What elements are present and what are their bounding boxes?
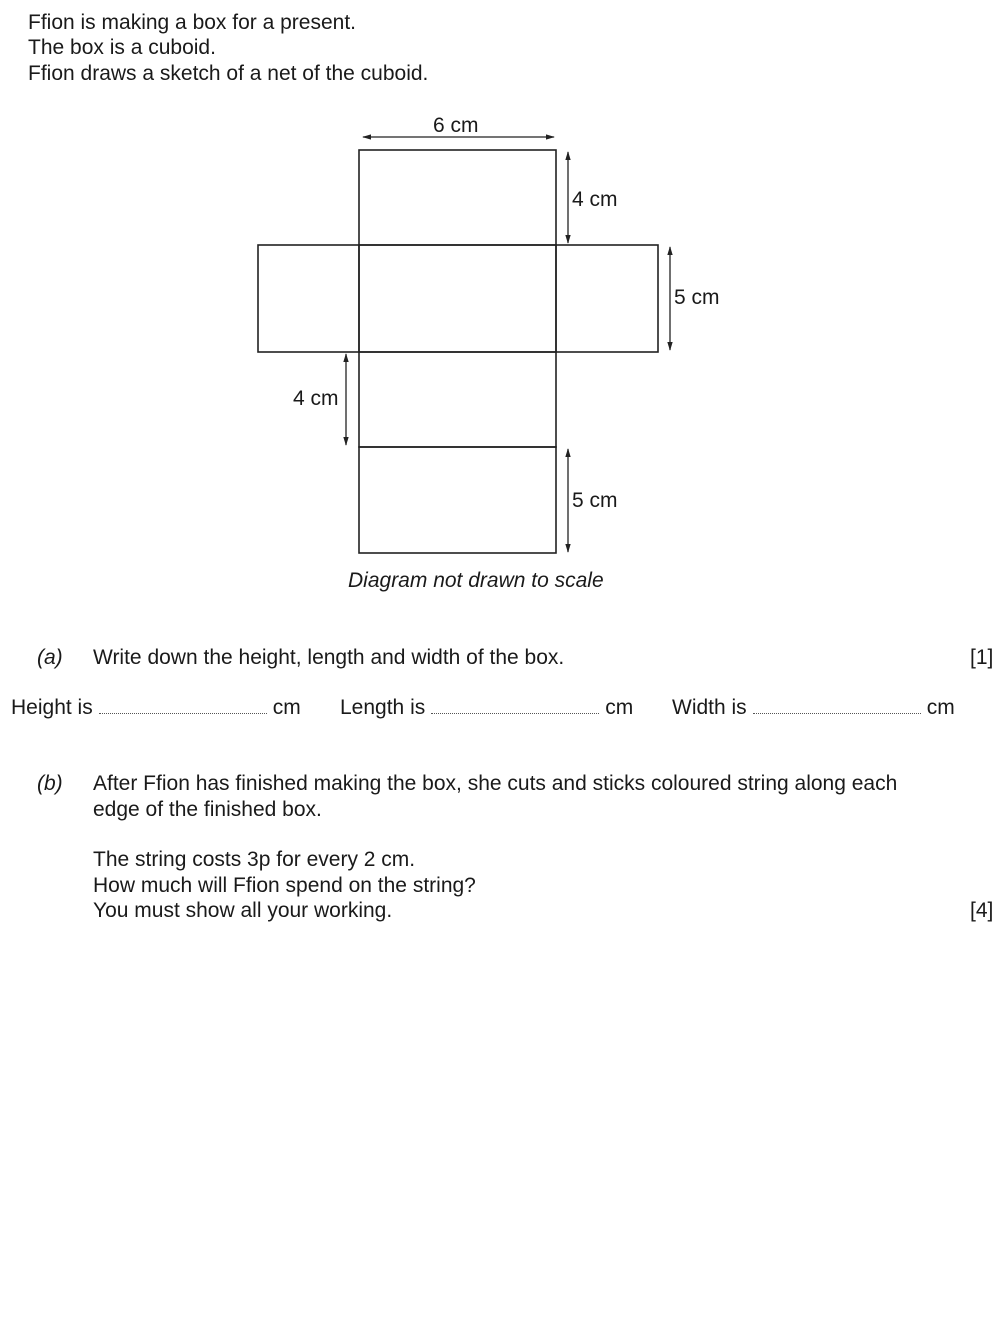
height-answer-field[interactable] [99, 712, 267, 714]
answer-length [340, 697, 633, 718]
part-b-line-5: You must show all your working. [93, 899, 393, 922]
width-label: Width is [672, 696, 747, 719]
height-label: Height is [11, 696, 93, 719]
intro-line-3: Ffion draws a sketch of a net of the cuboid. [28, 62, 429, 85]
answer-width [672, 697, 955, 718]
net-face-bottom [359, 447, 556, 553]
length-answer-field[interactable] [431, 712, 599, 714]
part-b-line-4: How much will Ffion spend on the string? [93, 874, 476, 897]
label-4cm-top: 4 cm [572, 188, 618, 211]
part-a-letter: (a) [37, 646, 63, 669]
length-label: Length is [340, 696, 426, 719]
net-face-right [556, 245, 658, 352]
net-face-lower [359, 352, 556, 447]
net-face-centre [359, 245, 556, 352]
part-b-line-2: edge of the finished box. [93, 798, 322, 821]
cuboid-net-diagram [0, 0, 999, 600]
answer-height [11, 697, 301, 718]
label-5cm-bottom: 5 cm [572, 489, 618, 512]
label-5cm-right: 5 cm [674, 286, 720, 309]
width-unit: cm [926, 696, 955, 719]
label-4cm-left: 4 cm [293, 387, 339, 410]
part-b-line-1: After Ffion has finished making the box, she cuts and sticks coloured string along each [93, 772, 898, 795]
label-6cm: 6 cm [433, 114, 479, 137]
net-face-left [258, 245, 359, 352]
net-face-top [359, 150, 556, 245]
intro-line-2: The box is a cuboid. [28, 36, 216, 59]
intro-line-1: Ffion is making a box for a present. [28, 11, 356, 34]
length-unit: cm [605, 696, 634, 719]
height-unit: cm [272, 696, 301, 719]
part-b-line-3: The string costs 3p for every 2 cm. [93, 848, 416, 871]
part-b-marks: [4] [970, 899, 994, 922]
part-a-marks: [1] [970, 646, 994, 669]
diagram-caption: Diagram not drawn to scale [348, 569, 604, 592]
width-answer-field[interactable] [753, 712, 921, 714]
part-b-letter: (b) [37, 772, 63, 795]
part-a-question: Write down the height, length and width of the box. [93, 646, 565, 669]
